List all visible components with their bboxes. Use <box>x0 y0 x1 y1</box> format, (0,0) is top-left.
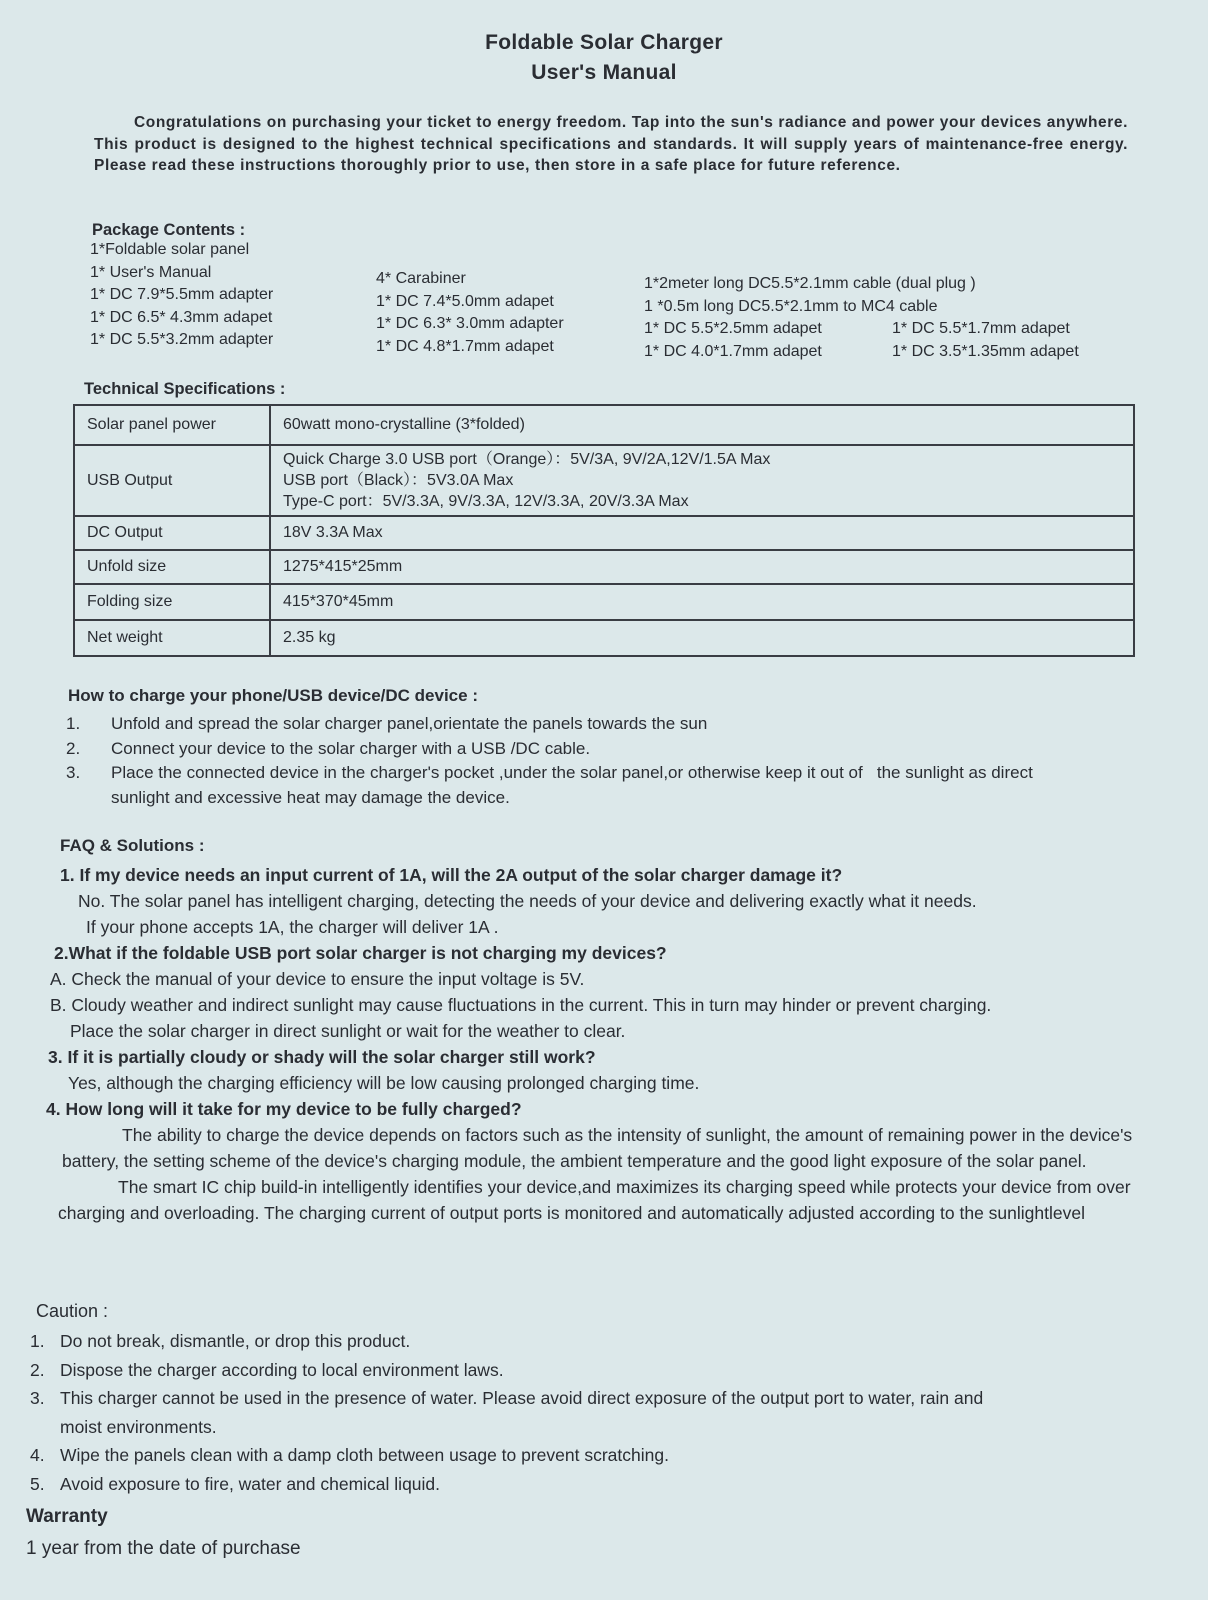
spec-label: Solar panel power <box>74 405 270 445</box>
package-item: 1*Foldable solar panel <box>90 241 250 258</box>
package-contents-title: Package Contents : <box>92 221 246 239</box>
list-text: Avoid exposure to fire, water and chemical liquid. <box>60 1473 441 1494</box>
title-line-2: User's Manual <box>531 61 677 84</box>
faq-answer-4-paragraph-2: The smart IC chip build-in intelligently identifies your device,and maximizes its charging speed while protects your device from over charging and overloading. The charging current of output ports is monitored and automatically adjusted according to the sunlightlevel <box>58 1177 1131 1223</box>
warranty-text: 1 year from the date of purchase <box>26 1538 301 1559</box>
spec-value: 18V 3.3A Max <box>270 516 1134 550</box>
intro-text: Congratulations on purchasing your ticket to energy freedom. Tap into the sun's radiance and power your devices anywhere. This product is designed to the highest technical specifications and standards. It will supply years of maintenance-free energy. Please read these instructions thoroughly prior to use, then store in a safe place for future reference. <box>94 114 1128 174</box>
list-item <box>66 761 1176 810</box>
faq-section <box>46 862 1176 1226</box>
table-row <box>74 550 1134 584</box>
package-item: 1* DC 5.5*3.2mm adapter <box>90 331 274 348</box>
list-item <box>30 1470 1180 1499</box>
list-number: 2. <box>66 738 81 758</box>
table-row <box>74 584 1134 620</box>
caution-list <box>30 1327 1180 1498</box>
list-text: This charger cannot be used in the presence of water. Please avoid direct exposure of the output port to water, rain and <box>60 1388 984 1408</box>
caution-title: Caution : <box>36 1301 109 1321</box>
spec-table <box>73 404 1135 657</box>
table-row <box>74 445 1134 516</box>
spec-value: 1275*415*25mm <box>270 550 1134 584</box>
faq-question-2: 2.What if the foldable USB port solar charger is not charging my devices? <box>54 943 667 963</box>
list-number: 1. <box>30 1331 45 1351</box>
list-item <box>30 1441 1180 1470</box>
howto-list <box>66 712 1176 810</box>
package-column-1 <box>90 239 273 352</box>
table-row <box>74 405 1134 445</box>
list-text: Do not break, dismantle, or drop this product. <box>60 1331 411 1351</box>
package-item: 1* DC 4.0*1.7mm adapet <box>644 342 822 360</box>
spec-label: Net weight <box>74 620 270 656</box>
list-number: 3. <box>66 763 81 782</box>
list-text: Connect your device to the solar charger with a USB /DC cable. <box>111 738 591 758</box>
package-item: 1* DC 6.5* 4.3mm adapet <box>90 308 273 326</box>
package-item: 1* DC 5.5*2.5mm adapet <box>644 320 822 337</box>
table-row <box>74 620 1134 656</box>
package-column-2 <box>376 268 564 358</box>
faq-answer-1-line-1: No. The solar panel has intelligent charging, detecting the needs of your device and delivering exactly what it needs. <box>78 891 977 911</box>
faq-title: FAQ & Solutions : <box>60 836 205 855</box>
faq-question-1: 1. If my device needs an input current of 1A, will the 2A output of the solar charger damage it? <box>60 865 843 885</box>
technical-specifications-title: Technical Specifications : <box>84 380 286 398</box>
faq-question-3: 3. If it is partially cloudy or shady will the solar charger still work? <box>48 1047 596 1067</box>
list-item <box>30 1327 1180 1356</box>
package-item: 1* DC 4.8*1.7mm adapet <box>376 337 554 355</box>
warranty-title: Warranty <box>26 1506 108 1527</box>
spec-value: Quick Charge 3.0 USB port（Orange）：5V/3A, 9V/2A,12V/1.5A Max USB port（Black）：5V3.0A Max Type-C port：5V/3.3A, 9V/3.3A, 12V/3.3A, 20V/3.3A Max <box>270 445 1134 516</box>
faq-answer-4-paragraph-1: The ability to charge the device depends on factors such as the intensity of sunlight, the amount of remaining power in the device's battery, the setting scheme of the device's charging module, the ambient temperature and the good light exposure of the solar panel. <box>62 1125 1133 1171</box>
table-row <box>74 516 1134 550</box>
list-number: 3. <box>30 1388 45 1408</box>
spec-value: 60watt mono-crystalline (3*folded) <box>270 405 1134 445</box>
list-item <box>30 1384 1180 1441</box>
list-text: Dispose the charger according to local environment laws. <box>60 1359 504 1380</box>
list-number: 5. <box>30 1473 45 1494</box>
spec-value: 2.35 kg <box>270 620 1134 656</box>
list-item <box>30 1356 1180 1385</box>
list-item <box>66 737 1176 762</box>
package-item: 1*2meter long DC5.5*2.1mm cable (dual plug ) <box>644 275 976 292</box>
package-item: 1 *0.5m long DC5.5*2.1mm to MC4 cable <box>644 297 938 315</box>
faq-answer-3: Yes, although the charging efficiency will be low causing prolonged charging time. <box>68 1073 700 1093</box>
document-title <box>0 28 1208 88</box>
list-number: 2. <box>30 1359 45 1380</box>
list-text: moist environments. <box>60 1416 217 1437</box>
title-line-1: Foldable Solar Charger <box>485 31 723 54</box>
faq-answer-2a: A. Check the manual of your device to ensure the input voltage is 5V. <box>50 969 585 989</box>
package-item: 1* DC 6.3* 3.0mm adapter <box>376 315 564 332</box>
list-text: Place the connected device in the charger's pocket ,under the solar panel,or otherwise keep it out of the sunlight as direct <box>111 763 1033 782</box>
faq-answer-1-line-2: If your phone accepts 1A, the charger will deliver 1A . <box>86 917 499 937</box>
spec-value: 415*370*45mm <box>270 584 1134 620</box>
list-text: Unfold and spread the solar charger panel,orientate the panels towards the sun <box>111 714 708 733</box>
list-item <box>66 712 1176 737</box>
list-number: 4. <box>30 1445 45 1465</box>
spec-label: Unfold size <box>74 550 270 584</box>
package-item: 1* DC 3.5*1.35mm adapet <box>892 342 1079 360</box>
package-item: 1* DC 5.5*1.7mm adapet <box>892 320 1070 337</box>
package-item: 4* Carabiner <box>376 270 466 287</box>
faq-answer-2b-line-2: Place the solar charger in direct sunlight or wait for the weather to clear. <box>70 1021 626 1041</box>
package-item: 1* User's Manual <box>90 263 212 281</box>
list-text: sunlight and excessive heat may damage the device. <box>111 787 510 807</box>
faq-answer-2b-line-1: B. Cloudy weather and indirect sunlight may cause fluctuations in the current. This in turn may hinder or prevent charging. <box>50 995 992 1015</box>
spec-label: Folding size <box>74 584 270 620</box>
package-item: 1* DC 7.4*5.0mm adapet <box>376 292 554 310</box>
list-number: 1. <box>66 714 81 733</box>
intro-paragraph <box>94 112 1128 177</box>
spec-label: DC Output <box>74 516 270 550</box>
howto-title: How to charge your phone/USB device/DC device : <box>68 686 478 705</box>
faq-question-4: 4. How long will it take for my device to be fully charged? <box>46 1099 522 1119</box>
package-column-4 <box>892 318 1079 363</box>
package-item: 1* DC 7.9*5.5mm adapter <box>90 286 274 303</box>
spec-label: USB Output <box>74 445 270 516</box>
list-text: Wipe the panels clean with a damp cloth between usage to prevent scratching. <box>60 1445 669 1465</box>
